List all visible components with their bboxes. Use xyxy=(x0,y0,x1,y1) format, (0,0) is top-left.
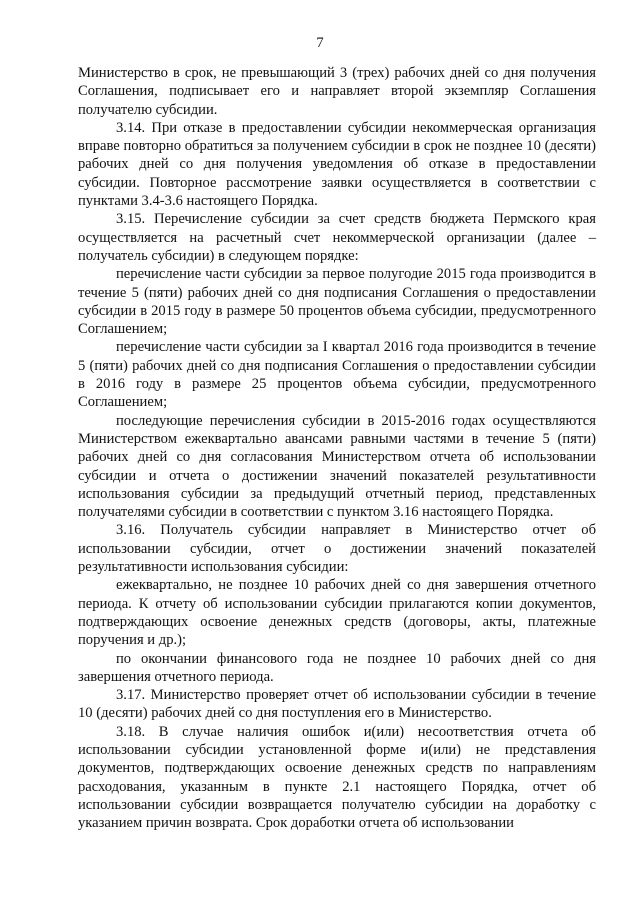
paragraph-transfer-2015: перечисление части субсидии за первое полугодие 2015 года производится в течение 5 (пяти) рабочих дней со дня подписания Соглашения о предоставлении субсидии в 2015 году в размере 50 процентов объема субсидии, предусмотренного Соглашением; xyxy=(78,266,596,338)
paragraph-3-15: 3.15. Перечисление субсидии за счет средств бюджета Пермского края осуществляется на расчетный счет некоммерческой организации (далее – получатель субсидии) в следующем порядке: xyxy=(78,211,596,264)
paragraph-transfer-2016: перечисление части субсидии за I квартал 2016 года производится в течение 5 (пяти) рабочих дней со дня подписания Соглашения о предоставлении субсидии в 2016 году в размере 25 процентов объема субсидии, предусмотренного Соглашением; xyxy=(78,339,596,411)
document-body xyxy=(78,64,596,832)
paragraph-subsequent-transfers: последующие перечисления субсидии в 2015-2016 годах осуществляются Министерством ежеквартально авансами равными частями в течение 5 (пяти) рабочих дней со дня согласования Министерством отчета об использовании субсидии и отчета о достижении значений показателей результативности использования субсидии за предыдущий отчетный период, представленных получателями субсидии в соответствии с пунктом 3.16 настоящего Порядка. xyxy=(78,412,596,521)
paragraph-3-17: 3.17. Министерство проверяет отчет об использовании субсидии в течение 10 (десяти) рабочих дней со дня поступления его в Министерство. xyxy=(78,687,596,722)
paragraph-quarterly-report: ежеквартально, не позднее 10 рабочих дней со дня завершения отчетного периода. К отчету об использовании субсидии прилагаются копии документов, подтверждающих освоение денежных средств (договоры, акты, платежные поручения и др.); xyxy=(78,577,596,649)
paragraph-3-14: 3.14. При отказе в предоставлении субсидии некоммерческая организация вправе повторно обратиться за получением субсидии в срок не позднее 10 (десяти) рабочих дней со дня получения уведомления об отказе в предоставлении субсидии. Повторное рассмотрение заявки осуществляется в соответствии с пунктами 3.4-3.6 настоящего Порядка. xyxy=(78,119,596,210)
paragraph-ministry-signing: Министерство в срок, не превышающий 3 (трех) рабочих дней со дня получения Соглашения, подписывает его и направляет второй экземпляр Соглашения получателю субсидии. xyxy=(78,65,596,118)
page-number: 7 xyxy=(316,35,324,51)
paragraph-annual-report: по окончании финансового года не позднее 10 рабочих дней со дня завершения отчетного периода. xyxy=(78,650,596,685)
paragraph-3-16: 3.16. Получатель субсидии направляет в Министерство отчет об использовании субсидии, отчет о достижении значений показателей результативности использования субсидии: xyxy=(78,522,596,576)
paragraph-3-18: 3.18. В случае наличия ошибок и(или) несоответствия отчета об использовании субсидии установленной форме и(или) не представления документов, подтверждающих освоение денежных средств по направлениям расходования, указанным в пункте 2.1 настоящего Порядка, отчет об использовании субсидии возвращается получателю субсидии на доработку с указанием причин возврата. Срок доработки отчета об использовании xyxy=(78,723,596,832)
